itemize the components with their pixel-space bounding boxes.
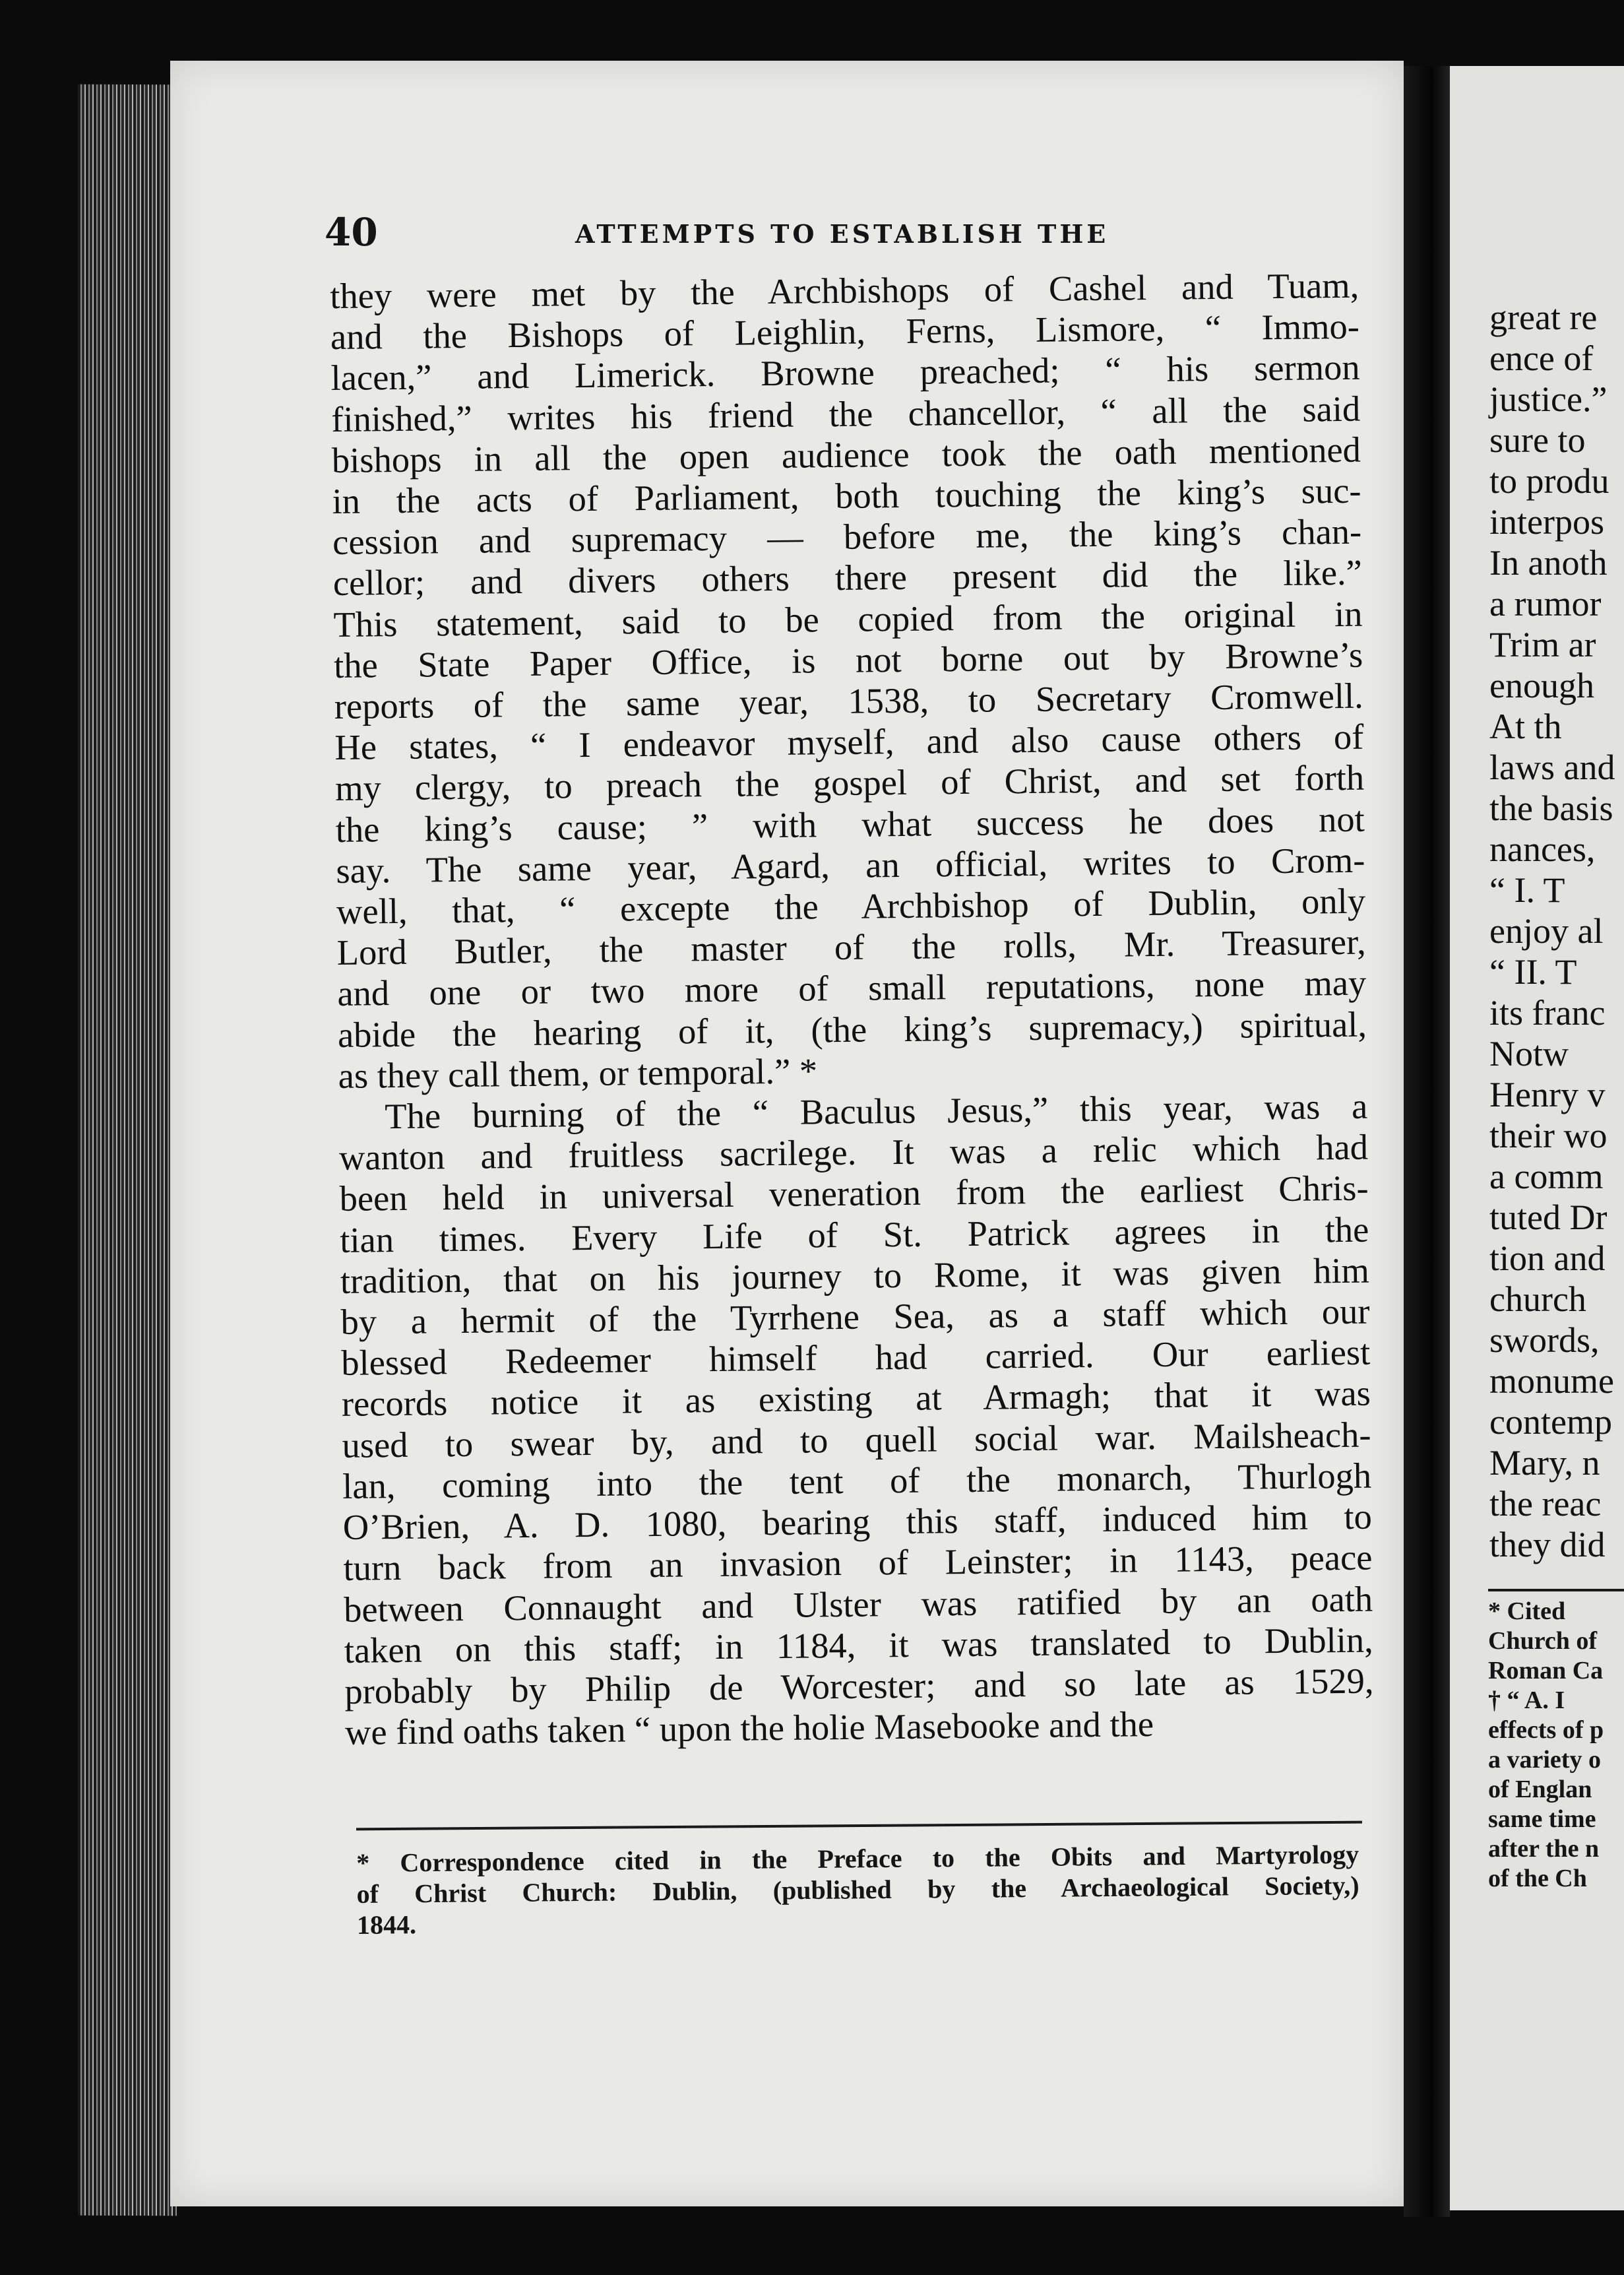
right-footnote-line: a variety o <box>1488 1746 1601 1774</box>
body-line: we find oaths taken “ upon the holie Masebooke and the <box>344 1704 1154 1752</box>
body-line: lacen,” and Limerick. Browne preached; “ his sermon <box>330 347 1360 399</box>
right-footnote-line: same time <box>1488 1805 1596 1833</box>
right-footnote-rule <box>1488 1589 1624 1591</box>
body-line: This statement, said to be copied from the original in <box>333 593 1363 645</box>
right-body-line: In anoth <box>1489 543 1608 583</box>
body-line: tian times. Every Life of St. Patrick agrees in the <box>339 1209 1369 1260</box>
page-number: 40 <box>325 210 378 255</box>
body-line: abide the hearing of it, (the king’s supremacy,) spiritual, <box>337 1004 1367 1055</box>
right-body-line: Mary, n <box>1489 1443 1600 1483</box>
body-line: reports of the same year, 1538, to Secretary Cromwell. <box>334 675 1364 726</box>
body-line: blessed Redeemer himself had carried. Our earliest <box>340 1331 1371 1384</box>
right-footnote-line: effects of p <box>1488 1716 1604 1744</box>
right-body-line: a rumor <box>1489 584 1602 624</box>
right-page-footnotes <box>1488 1597 1604 1894</box>
book-gutter <box>1404 66 1450 2217</box>
body-line: tradition, that on his journey to Rome, it was given him <box>340 1250 1370 1301</box>
body-line: He states, “ I endeavor myself, and also cause others of <box>334 716 1364 768</box>
right-body-line: the reac <box>1489 1484 1602 1523</box>
right-body-line: “ II. T <box>1489 952 1577 992</box>
body-line: bishops in all the open audience took the oath mentioned <box>331 429 1361 480</box>
body-line: by a hermit of the Tyrrhene Sea, as a staff which our <box>340 1291 1370 1342</box>
right-body-line: enough <box>1489 666 1594 705</box>
body-line: records notice it as existing at Armagh; that it was <box>341 1373 1371 1425</box>
body-line: turn back from an invasion of Leinster; in 1143, peace <box>343 1537 1373 1589</box>
body-line: O’Brien, A. D. 1080, bearing this staff, induced him to <box>342 1496 1373 1547</box>
right-body-line: tuted Dr <box>1489 1198 1608 1237</box>
body-line: probably by Philip de Worcester; and so late as 1529, <box>344 1660 1374 1712</box>
right-footnote-line: † “ A. I <box>1488 1686 1565 1714</box>
body-line: taken on this staff; in 1184, it was translated to Dublin, <box>344 1619 1374 1671</box>
right-body-line: monume <box>1489 1361 1614 1401</box>
right-body-line: interpos <box>1489 502 1604 542</box>
body-line: lan, coming into the tent of the monarch, Thurlogh <box>342 1455 1372 1506</box>
right-body-line: Trim ar <box>1489 625 1596 664</box>
body-line: they were met by the Archbishops of Cashel and Tuam, <box>330 265 1359 316</box>
running-head-title: ATTEMPTS TO ESTABLISH THE <box>575 219 1109 249</box>
right-footnote-line: * Cited <box>1488 1597 1566 1625</box>
running-head <box>325 210 1367 263</box>
right-body-line: nances, <box>1489 829 1596 869</box>
body-line: the king’s cause; ” with what success he does not <box>335 798 1365 850</box>
body-line: been held in universal veneration from the earliest Chris- <box>339 1168 1369 1219</box>
right-footnote-line: Roman Ca <box>1488 1657 1604 1684</box>
body-line: finished,” writes his friend the chancellor, “ all the said <box>330 388 1361 439</box>
right-body-line: enjoy al <box>1489 911 1604 951</box>
footnote <box>356 1839 1359 1940</box>
right-body-line: their wo <box>1489 1116 1608 1155</box>
body-line: say. The same year, Agard, an official, writes to Crom- <box>336 839 1365 891</box>
body-line: my clergy, to preach the gospel of Christ, and set forth <box>334 757 1365 809</box>
body-line: cellor; and divers others there present did the like.” <box>332 552 1363 604</box>
right-footnote-line: after the n <box>1488 1835 1600 1863</box>
right-body-line: church <box>1489 1279 1586 1319</box>
right-body-line: “ I. T <box>1489 870 1565 910</box>
body-line: cession and supremacy — before me, the king’s chan- <box>332 511 1362 563</box>
right-page <box>1450 66 1624 2210</box>
right-body-line: sure to <box>1489 420 1586 460</box>
body-line: in the acts of Parliament, both touching the king’s suc- <box>332 470 1361 521</box>
right-body-line: the basis <box>1489 788 1613 828</box>
right-body-line: Notw <box>1489 1034 1569 1073</box>
body-line: well, that, “ excepte the Archbishop of Dublin, only <box>336 880 1366 932</box>
right-body-line: its franc <box>1489 993 1606 1033</box>
body-text <box>330 265 1374 1754</box>
footnote-line: of Christ Church: Dublin, (published by the Archaeological Society,) <box>356 1870 1359 1909</box>
body-line: the State Paper Office, is not borne out by Browne’s <box>333 634 1363 686</box>
right-body-line: laws and <box>1489 748 1615 787</box>
right-page-body <box>1489 297 1624 1565</box>
right-body-line: great re <box>1489 298 1598 337</box>
right-body-line: At th <box>1489 707 1562 746</box>
body-line: wanton and fruitless sacrilege. It was a relic which had <box>338 1126 1369 1178</box>
right-body-line: justice.” <box>1489 379 1608 419</box>
right-body-line: tion and <box>1489 1238 1606 1278</box>
footnote-line: * Correspondence cited in the Preface to the Obits and Martyrology <box>356 1839 1359 1878</box>
body-line: The burning of the “ Baculus Jesus,” this year, was a <box>385 1085 1368 1137</box>
body-line: as they call them, or temporal.” * <box>338 1050 818 1096</box>
right-body-line: to produ <box>1489 461 1609 501</box>
right-body-line: ence of <box>1489 338 1594 378</box>
right-footnote-line: of the Ch <box>1488 1865 1587 1892</box>
right-body-line: they did <box>1489 1525 1606 1564</box>
right-body-line: swords, <box>1489 1320 1600 1360</box>
body-line: and the Bishops of Leighlin, Ferns, Lismore, “ Immo- <box>330 305 1360 358</box>
body-line: between Connaught and Ulster was ratified by an oath <box>343 1578 1373 1630</box>
right-footnote-line: Church of <box>1488 1627 1598 1655</box>
right-body-line: a comm <box>1489 1157 1604 1196</box>
right-body-line: contemp <box>1489 1402 1612 1442</box>
footnote-line: 1844. <box>356 1909 417 1940</box>
body-line: and one or two more of small reputations, none may <box>337 963 1367 1014</box>
body-line: Lord Butler, the master of the rolls, Mr. Treasurer, <box>336 921 1366 973</box>
body-line: used to swear by, and to quell social war. Mailsheach- <box>342 1414 1371 1465</box>
right-footnote-line: of Englan <box>1488 1776 1592 1803</box>
right-body-line: Henry v <box>1489 1075 1606 1114</box>
page-edges <box>78 84 177 2216</box>
